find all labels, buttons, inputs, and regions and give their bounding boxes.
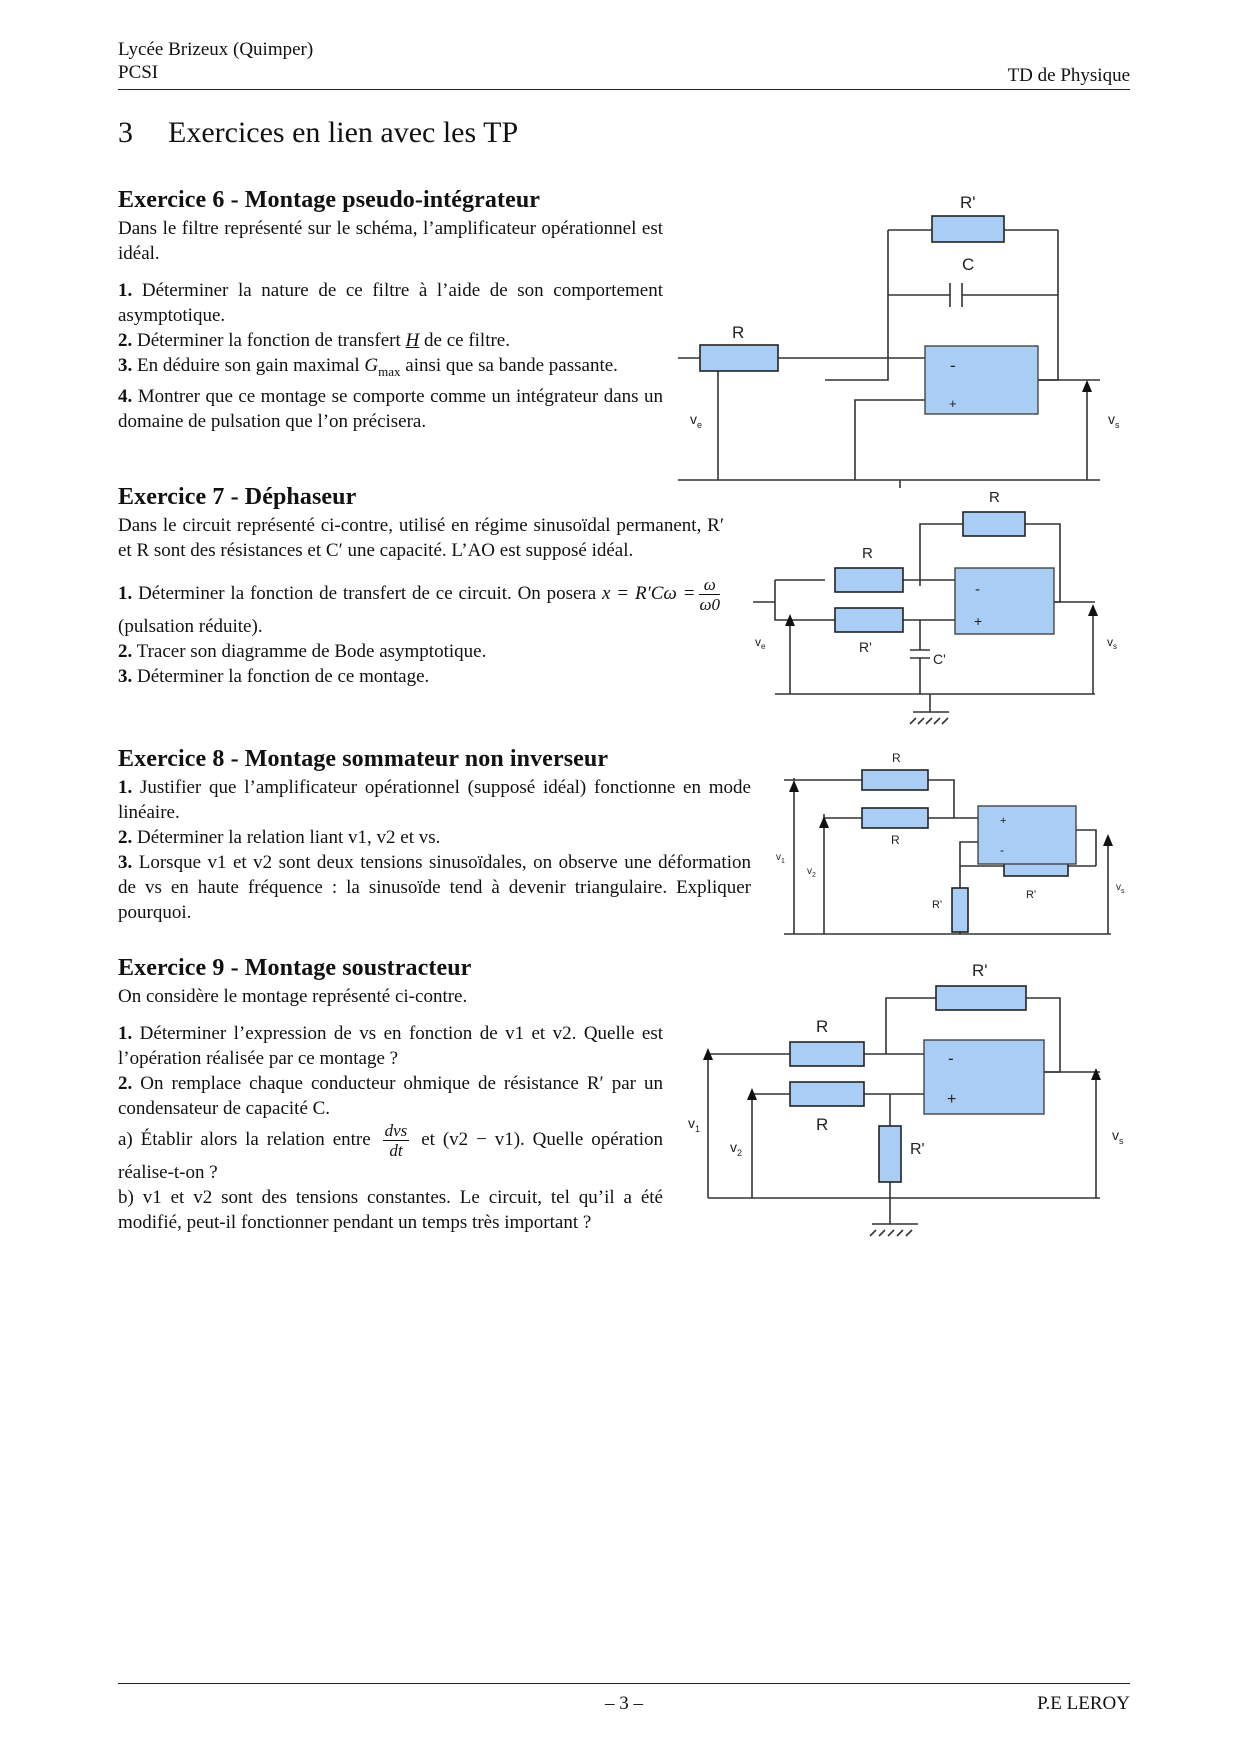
op-amp (925, 346, 1038, 414)
label-r1: R (816, 1017, 829, 1036)
label-r-input: R (862, 545, 873, 562)
resistor-r-prime-ground (952, 888, 968, 932)
exercise-6-intro: Dans le filtre représenté sur le schéma, l’amplificateur opérationnel est idéal. (118, 218, 663, 264)
school-name: Lycée Brizeux (Quimper) (118, 39, 314, 60)
header-divider (118, 89, 1130, 90)
exercise-6-q2: 2. Déterminer la fonction de transfert H de ce filtre. (118, 330, 510, 351)
op-amp-minus: - (975, 581, 980, 598)
label-vs: $v_s$ (1112, 1127, 1124, 1146)
label-r-prime-feedback: R' (972, 961, 988, 980)
exercise-6-q1: 1. Déterminer la nature de ce filtre à l’aide de son comportement asymptotique. (118, 280, 663, 326)
resistor-r-input (835, 568, 903, 592)
label-r-feedback: R (989, 489, 1000, 506)
exercise-9-circuit (680, 958, 1140, 1248)
resistor-r1 (790, 1042, 864, 1066)
exercise-7-q1: 1. Déterminer la fonction de transfert de ce circuit. On posera x = R′Cω = $\frac{\omega}{\omega 0}$ (pulsation réduite). (118, 575, 720, 637)
page-number: – 3 – (605, 1693, 643, 1714)
label-vs: $v_s$ (1107, 635, 1117, 651)
op-amp-plus: + (947, 1091, 957, 1108)
label-vs: $v_s$ (1116, 882, 1125, 895)
class-name: PCSI (118, 62, 159, 83)
exercise-8-circuit (776, 748, 1136, 948)
exercise-9 (118, 954, 663, 1235)
section-number: 3 (118, 116, 133, 149)
label-r-prime-ground: R' (932, 899, 943, 911)
label-ve: $v_e$ (690, 411, 703, 430)
op-amp-minus: - (948, 1049, 954, 1068)
label-v1: $v_1$ (776, 852, 785, 865)
resistor-r (700, 345, 778, 371)
op-amp (955, 568, 1054, 634)
exercise-7 (118, 483, 724, 689)
label-r-prime: R' (960, 193, 976, 212)
op-amp-plus: + (1000, 815, 1007, 827)
op-amp (978, 806, 1076, 864)
author-name: P.E LEROY (1037, 1693, 1130, 1714)
exercise-9-q2: 2. On remplace chaque conducteur ohmique de résistance R′ par un condensateur de capacité C. (118, 1073, 663, 1119)
exercise-6-title: Exercice 6 - Montage pseudo-intégrateur (118, 187, 541, 213)
label-r-prime-ground: R' (910, 1141, 925, 1158)
label-v2: $v_2$ (730, 1139, 743, 1158)
label-vs: $v_s$ (1108, 411, 1120, 430)
section-label: Exercices en lien avec les TP (168, 116, 519, 149)
resistor-r-prime-ground (879, 1126, 901, 1182)
label-v1: $v_1$ (688, 1115, 701, 1134)
resistor-r-prime (932, 216, 1004, 242)
exercise-8-q3: 3. Lorsque v1 et v2 sont deux tensions sinusoïdales, on observe une déformation de vs en haute fréquence : la sinusoïde tend à devenir triangulaire. Expliquer pourquoi. (118, 852, 751, 923)
label-ve: $v_e$ (755, 635, 766, 651)
footer-divider (118, 1683, 1130, 1684)
resistor-r-feedback (963, 512, 1025, 536)
op-amp-plus: + (949, 396, 957, 411)
op-amp-minus: - (1000, 843, 1004, 857)
exercise-7-q3: 3. Déterminer la fonction de ce montage. (118, 666, 430, 687)
section-title (118, 116, 518, 150)
exercise-6-circuit (670, 190, 1140, 490)
op-amp-minus: - (950, 356, 956, 375)
exercise-9-intro: On considère le montage représenté ci-contre. (118, 986, 468, 1007)
exercise-9-q1: 1. Déterminer l’expression de vs en fonction de v1 et v2. Quelle est l’opération réalisée par ce montage ? (118, 1023, 663, 1069)
exercise-8-q2: 2. Déterminer la relation liant v1, v2 et vs. (118, 827, 441, 848)
label-r: R (732, 323, 745, 342)
label-v2: $v_2$ (807, 866, 816, 879)
label-r2: R (816, 1115, 829, 1134)
resistor-r2 (790, 1082, 864, 1106)
label-r-prime: R' (859, 639, 872, 655)
exercise-7-q2: 2. Tracer son diagramme de Bode asymptotique. (118, 641, 487, 662)
exercise-6 (118, 186, 663, 434)
resistor-r1 (862, 770, 928, 790)
exercise-8-q1: 1. Justifier que l’amplificateur opérationnel (supposé idéal) fonctionne en mode linéaire. (118, 777, 751, 823)
label-c: C (962, 255, 975, 274)
exercise-7-title: Exercice 7 - Déphaseur (118, 484, 357, 510)
resistor-r-prime (835, 608, 903, 632)
exercise-9-title: Exercice 9 - Montage soustracteur (118, 955, 472, 981)
exercise-8-title: Exercice 8 - Montage sommateur non inverseur (118, 746, 609, 772)
exercise-8 (118, 745, 751, 925)
resistor-r2 (862, 808, 928, 828)
op-amp (924, 1040, 1044, 1114)
exercise-9-qa: a) Établir alors la relation entre $\frac{\text{dvs}}{dt}$ et (v2 − v1). Quelle opération réalise-t-on ? (118, 1121, 663, 1183)
exercise-6-q3: 3. En déduire son gain maximal $G_{max}$ ainsi que sa bande passante. (118, 355, 618, 379)
exercise-9-qb: b) v1 et v2 sont des tensions constantes. Le circuit, tel qu’il a été modifié, peut-il fonctionner pendant un temps très important ? (118, 1187, 663, 1233)
label-r2: R (891, 833, 900, 847)
exercise-6-q4: 4. Montrer que ce montage se comporte comme un intégrateur dans un domaine de pulsation que l’on précisera. (118, 385, 663, 432)
page-header (118, 38, 1130, 84)
exercise-7-intro: Dans le circuit représenté ci-contre, utilisé en régime sinusoïdal permanent, R′ et R sont des résistances et C′ une capacité. L’AO est supposé idéal. (118, 515, 724, 561)
document-type: TD de Physique (1007, 65, 1130, 86)
label-r-prime-feedback: R' (1026, 889, 1037, 901)
label-c-prime: C' (933, 651, 946, 667)
exercise-7-circuit (735, 484, 1135, 734)
resistor-r-prime-feedback (936, 986, 1026, 1010)
op-amp-plus: + (974, 613, 983, 629)
label-r1: R (892, 751, 901, 765)
